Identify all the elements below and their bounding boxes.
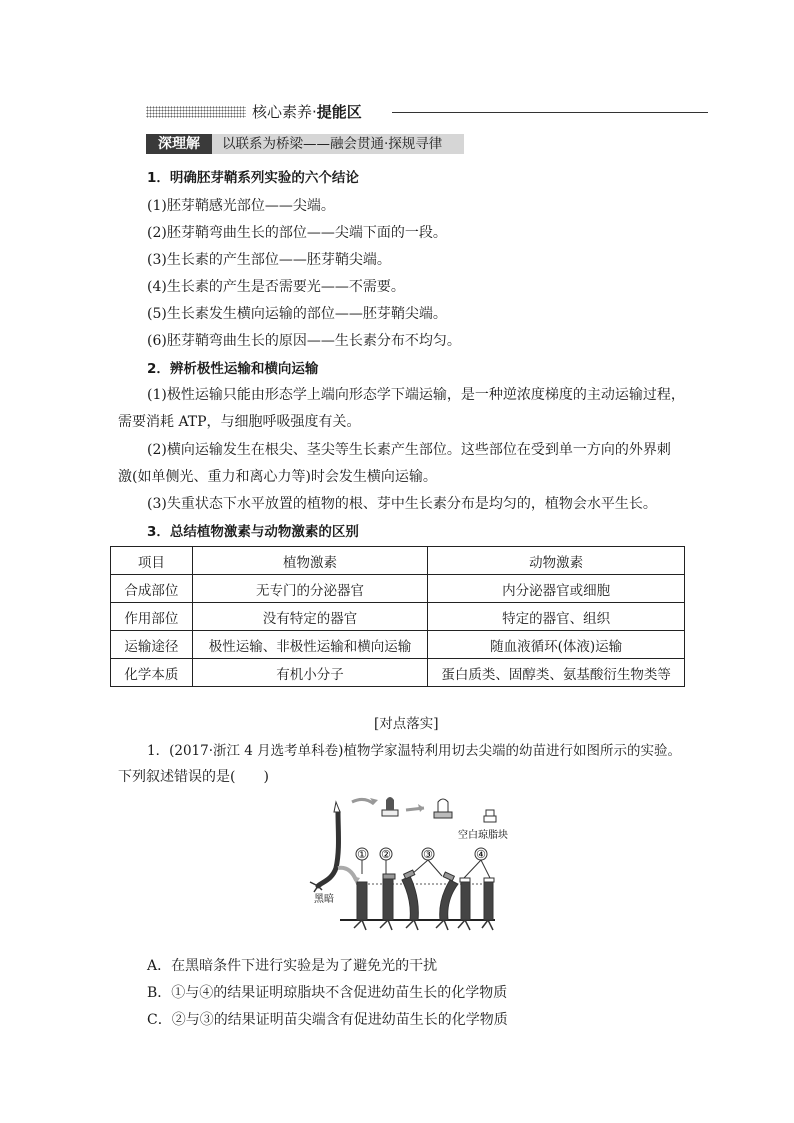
conclusion-line: (6)胚芽鞘弯曲生长的原因——生长素分布不均匀。 xyxy=(147,333,461,349)
deep-understanding-tag: 深理解 xyxy=(146,134,212,154)
table-cell: 内分泌器官或细胞 xyxy=(428,575,685,603)
section-title: 核心素养·提能区 xyxy=(252,103,362,121)
option-a: A．在黑暗条件下进行实验是为了避免光的干扰 xyxy=(147,958,438,974)
table-cell: 极性运输、非极性运输和横向运输 xyxy=(192,631,428,659)
table-cell: 无专门的分泌器官 xyxy=(192,575,428,603)
darkness-label: 黑暗 xyxy=(314,894,334,905)
blank-agar-block-icon xyxy=(484,810,496,822)
transport-line: 激(如单侧光、重力和离心力等)时会发生横向运输。 xyxy=(118,469,437,485)
option-b: B．①与④的结果证明琼脂块不含促进幼苗生长的化学物质 xyxy=(147,985,508,1001)
table-cell: 没有特定的器官 xyxy=(192,603,428,631)
tip-on-agar-icon xyxy=(382,797,398,816)
question-1-stem-cont: 下列叙述错误的是( ) xyxy=(118,769,269,785)
conclusion-line: (4)生长素的产生是否需要光——不需要。 xyxy=(147,279,405,295)
marker-3: ③ xyxy=(423,848,433,861)
table-cell: 蛋白质类、固醇类、氨基酸衍生物类等 xyxy=(428,659,685,687)
table-row xyxy=(111,575,685,603)
section-1-heading: 1．明确胚芽鞘系列实验的六个结论 xyxy=(147,170,359,186)
marker-4: ④ xyxy=(476,848,486,861)
section-3-heading: 3．总结植物激素与动物激素的区别 xyxy=(147,524,359,540)
table-row xyxy=(111,659,685,687)
table-row xyxy=(111,603,685,631)
conclusion-line: (3)生长素的产生部位——胚芽鞘尖端。 xyxy=(147,252,391,268)
marker-1: ① xyxy=(357,848,367,861)
table-header-cell: 项目 xyxy=(111,547,193,575)
practice-title: [对点落实] xyxy=(374,716,439,732)
table-header-row xyxy=(111,547,685,575)
transport-line: (3)失重状态下水平放置的植物的根、芽中生长素分布是均匀的，植物会水平生长。 xyxy=(147,496,657,512)
section-2-heading: 2．辨析极性运输和横向运输 xyxy=(147,361,319,377)
conclusion-line: (1)胚芽鞘感光部位——尖端。 xyxy=(147,198,335,214)
seedling-group xyxy=(357,870,494,920)
marker-2: ② xyxy=(381,848,391,861)
conclusion-line: (2)胚芽鞘弯曲生长的部位——尖端下面的一段。 xyxy=(147,225,447,241)
conclusion-line: (5)生长素发生横向运输的部位——胚芽鞘尖端。 xyxy=(147,306,447,322)
deep-understanding-subtitle: 以联系为桥梁——融会贯通·探规寻律 xyxy=(222,136,443,152)
table-row xyxy=(111,631,685,659)
went-experiment-figure xyxy=(300,790,508,948)
table-cell: 特定的器官、组织 xyxy=(428,603,685,631)
table-cell: 有机小分子 xyxy=(192,659,428,687)
table-cell: 随血液循环(体液)运输 xyxy=(428,631,685,659)
table-cell: 运输途径 xyxy=(111,631,193,659)
option-c: C．②与③的结果证明苗尖端含有促进幼苗生长的化学物质 xyxy=(147,1012,508,1028)
transport-line: (1)极性运输只能由形态学上端向形态学下端运输，是一种逆浓度梯度的主动运输过程， xyxy=(147,387,685,403)
transport-line: 需要消耗 ATP，与细胞呼吸强度有关。 xyxy=(118,414,361,430)
table-cell: 合成部位 xyxy=(111,575,193,603)
table-header-cell: 植物激素 xyxy=(192,547,428,575)
header-dots-decoration xyxy=(146,106,246,118)
transport-line: (2)横向运输发生在根尖、茎尖等生长素产生部位。这些部位在受到单一方向的外界刺 xyxy=(147,442,671,458)
question-1-stem: 1．(2017·浙江 4 月选考单科卷)植物学家温特利用切去尖端的幼苗进行如图所示的实验。 xyxy=(147,743,681,759)
table-cell: 作用部位 xyxy=(111,603,193,631)
blank-agar-label: 空白琼脂块 xyxy=(458,830,508,841)
table-cell: 化学本质 xyxy=(111,659,193,687)
treated-agar-icon xyxy=(434,799,452,818)
table-header-cell: 动物激素 xyxy=(428,547,685,575)
hormone-comparison-table xyxy=(110,546,685,687)
seedling-with-tip-icon xyxy=(310,802,340,892)
header-rule xyxy=(392,112,708,113)
